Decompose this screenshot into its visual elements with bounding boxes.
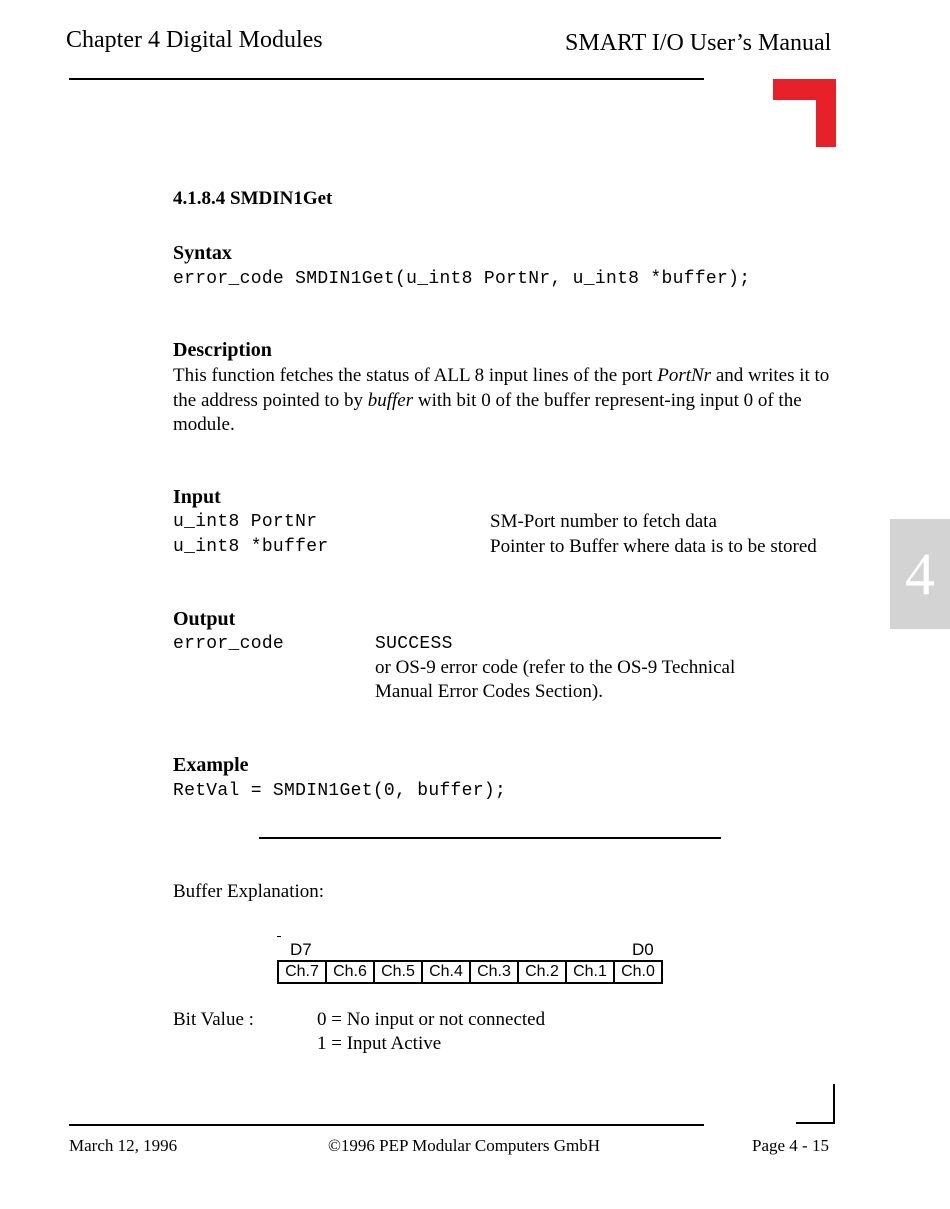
footer-page-number: Page 4 - 15 — [752, 1136, 829, 1155]
buffer-title: Buffer Explanation: — [173, 881, 325, 902]
description-text-2: and writes it to the address pointed to by — [173, 365, 830, 411]
bit-cell-ch0: Ch.0 — [621, 963, 655, 980]
bit-value-1: 1 = Input Active — [317, 1033, 442, 1054]
example-code: RetVal = SMDIN1Get(0, buffer); — [173, 781, 507, 801]
footer-corner-vertical — [833, 1084, 835, 1124]
buffer-bit-diagram — [277, 960, 663, 984]
chapter-title: Chapter 4 Digital Modules — [66, 27, 323, 53]
input-heading: Input — [173, 486, 221, 508]
output-desc: or OS-9 error code (refer to the OS-9 Technical Manual Error Codes Section). — [375, 657, 736, 702]
bit-cell-ch5: Ch.5 — [375, 962, 423, 982]
footer-copyright: ©1996 PEP Modular Computers GmbH — [328, 1136, 601, 1155]
input-param-desc: SM-Port number to fetch data — [490, 511, 717, 532]
syntax-code: error_code SMDIN1Get(u_int8 PortNr, u_int8 *buffer); — [173, 269, 751, 289]
bit-value-label: Bit Value : — [173, 1009, 254, 1030]
description-buffer: buffer — [367, 389, 414, 411]
manual-title: SMART I/O User’s Manual — [565, 30, 832, 56]
corner-mark — [773, 79, 836, 147]
corner-mark-side — [816, 79, 836, 147]
footer-date: March 12, 1996 — [69, 1136, 178, 1155]
chapter-tab — [890, 519, 950, 629]
bit-cell-ch2: Ch.2 — [519, 962, 567, 982]
output-name: error_code — [173, 634, 285, 654]
header-rule — [69, 78, 704, 80]
input-param-name: u_int8 PortNr — [173, 512, 318, 532]
syntax-heading: Syntax — [173, 242, 232, 264]
bit-cell-ch6: Ch.6 — [327, 962, 375, 982]
footer-rule — [69, 1124, 704, 1126]
input-param-desc: Pointer to Buffer where data is to be stored — [490, 536, 817, 557]
bit-cell-ch4: Ch.4 — [423, 962, 471, 982]
description-text — [173, 364, 838, 438]
msb-label: D7 — [290, 940, 312, 959]
output-value: SUCCESS — [375, 634, 453, 654]
input-param-name: u_int8 *buffer — [173, 537, 329, 557]
example-rule — [259, 837, 721, 839]
description-heading: Description — [173, 339, 272, 361]
lsb-label: D0 — [632, 940, 654, 959]
footer-corner-horizontal — [796, 1122, 835, 1124]
description-text-1: This function fetches the status of ALL 8 input lines of the port — [173, 365, 658, 386]
example-heading: Example — [173, 754, 249, 776]
bit-value-0: 0 = No input or not connected — [317, 1009, 546, 1030]
chapter-tab-number: 4 — [905, 541, 935, 607]
output-heading: Output — [173, 608, 236, 630]
diagram-tick-mark — [277, 936, 281, 937]
description-text-3: with bit 0 of the buffer represent-ing input 0 of the module. — [173, 389, 802, 435]
bit-cell-ch3: Ch.3 — [471, 962, 519, 982]
bit-cell-ch7: Ch.7 — [279, 962, 327, 982]
description-portnr: PortNr — [657, 365, 712, 386]
bit-cell-ch1: Ch.1 — [567, 962, 615, 982]
section-title: 4.1.8.4 SMDIN1Get — [173, 188, 333, 209]
